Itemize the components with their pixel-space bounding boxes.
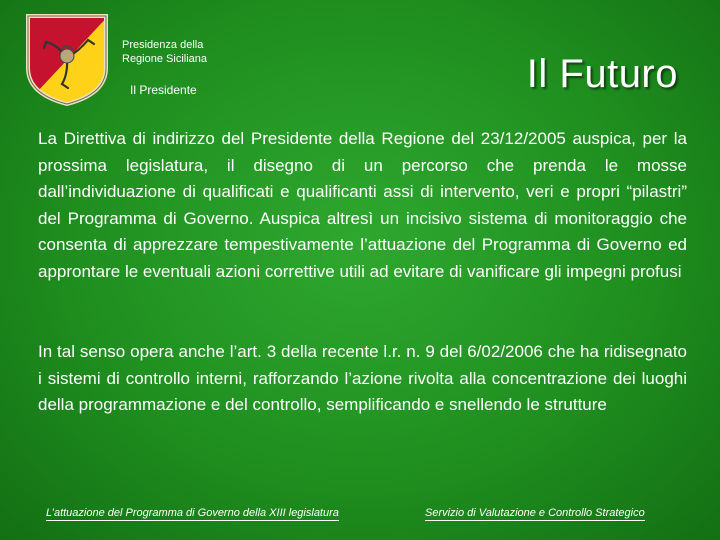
paragraph-1: La Direttiva di indirizzo del Presidente della Regione del 23/12/2005 auspica, per la prossima legislatura, il disegno di un percorso che prenda le mosse dall’individuazione di qualificati e qualificanti assi di intervento, veri e propri “pilastri” del Programma di Governo. Auspica altresì un incisivo sistema di monitoraggio che consenta di apprezzare tempestivamente l’attuazione del Programma di Governo ed approntare le eventuali azioni correttive utili ad evitare di vanificare gli impegni profusi [38, 129, 687, 281]
footer-left [46, 507, 339, 519]
footer-right [425, 507, 645, 519]
footer-left-text: L’attuazione del Programma di Governo della XIII legislatura [46, 507, 339, 519]
president-label: Il Presidente [130, 83, 197, 97]
paragraph-2: In tal senso opera anche l’art. 3 della recente l.r. n. 9 del 6/02/2006 che ha ridisegnato i sistemi di controllo interni, rafforzando l’azione rivolta alla concentrazione dei luoghi della programmazione e del controllo, semplificando e snellendo le strutture [38, 342, 687, 414]
footer-right-text: Servizio di Valutazione e Controllo Strategico [425, 507, 645, 519]
org-line-2: Regione Siciliana [122, 53, 207, 65]
org-line-1: Presidenza della [122, 39, 204, 51]
organization-name [122, 38, 207, 66]
slide-title: Il Futuro [526, 52, 678, 96]
sicily-coat-of-arms-icon [22, 12, 112, 108]
